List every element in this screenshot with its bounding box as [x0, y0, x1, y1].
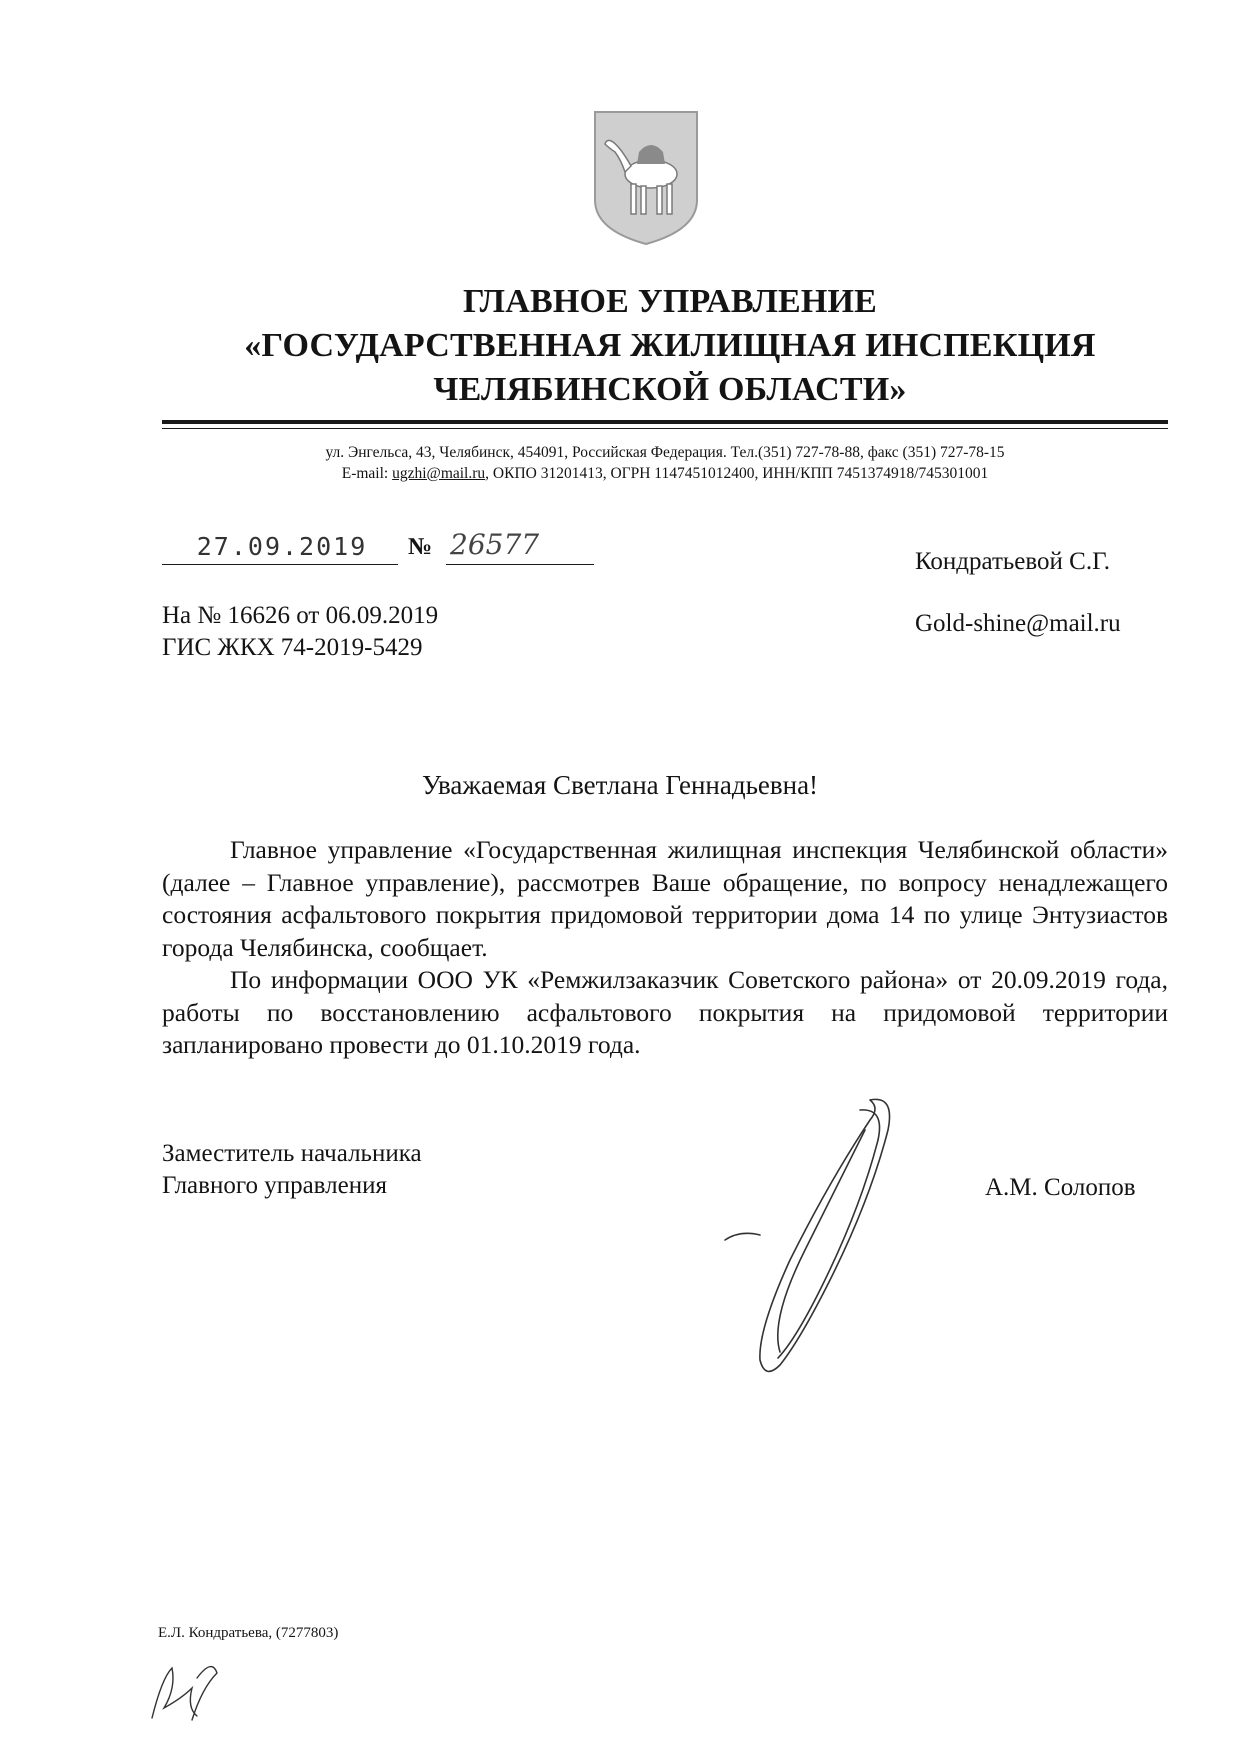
executor-info: Е.Л. Кондратьева, (7277803) [158, 1625, 339, 1641]
addressee-name: Кондратьевой С.Г. [915, 548, 1110, 575]
organization-title [200, 280, 1140, 412]
body-paragraph-2: По информации ООО УК «Ремжилзаказчик Советского района» от 20.09.2019 года, работы по восстановлению асфальтового покрытия на придомовой территории запланировано провести до 01.10.2019 года. [162, 965, 1168, 1059]
header-divider-thick [162, 420, 1168, 424]
signer-name: А.М. Солопов [985, 1174, 1136, 1201]
org-title-line-2: «ГОСУДАРСТВЕННАЯ ЖИЛИЩНАЯ ИНСПЕКЦИЯ [244, 327, 1096, 364]
email-prefix: E-mail: [341, 465, 393, 482]
body-paragraph-1: Главное управление «Государственная жилищная инспекция Челябинской области» (далее – Главное управление), рассмотрев Ваше обращение, по вопросу ненадлежащего состояния асфальтового покрытия придомовой территории дома 14 по улице Энтузиастов города Челябинска, сообщает. [162, 835, 1168, 962]
signer-position-line-1: Заместитель начальника [162, 1140, 422, 1167]
header-divider-thin [162, 428, 1168, 429]
handwritten-signature [720, 1090, 920, 1380]
outgoing-date: 27.09.2019 [196, 532, 368, 561]
org-title-line-3: ЧЕЛЯБИНСКОЙ ОБЛАСТИ» [433, 371, 907, 408]
signer-position-line-2: Главного управления [162, 1172, 387, 1199]
salutation: Уважаемая Светлана Геннадьевна! [421, 770, 819, 800]
outgoing-number-label: № [408, 534, 433, 560]
addressee-email: Gold-shine@mail.ru [915, 610, 1121, 637]
signer-position [162, 1138, 422, 1202]
coat-of-arms-emblem [591, 108, 701, 248]
number-underline [446, 564, 594, 565]
org-title-line-1: ГЛАВНОЕ УПРАВЛЕНИЕ [462, 283, 878, 320]
address-line: ул. Энгельса, 43, Челябинск, 454091, Российская Федерация. Тел.(351) 727-78-88, факс (351) 727-78-15 [325, 444, 1005, 461]
organization-email-link[interactable]: ugzhi@mail.ru [392, 465, 486, 482]
registry-details [170, 463, 1160, 484]
date-underline [162, 564, 398, 565]
registry-line: , ОКПО 31201413, ОГРН 1147451012400, ИНН/КПП 7451374918/745301001 [485, 465, 989, 482]
reference-block [162, 600, 438, 664]
letter-body [162, 834, 1168, 1062]
reference-gis-number: ГИС ЖКХ 74-2019-5429 [162, 634, 423, 661]
reference-number: На № 16626 от 06.09.2019 [162, 602, 439, 629]
executor-initials-signature [142, 1648, 242, 1728]
outgoing-number: 26577 [450, 528, 540, 561]
contact-details [170, 442, 1160, 484]
